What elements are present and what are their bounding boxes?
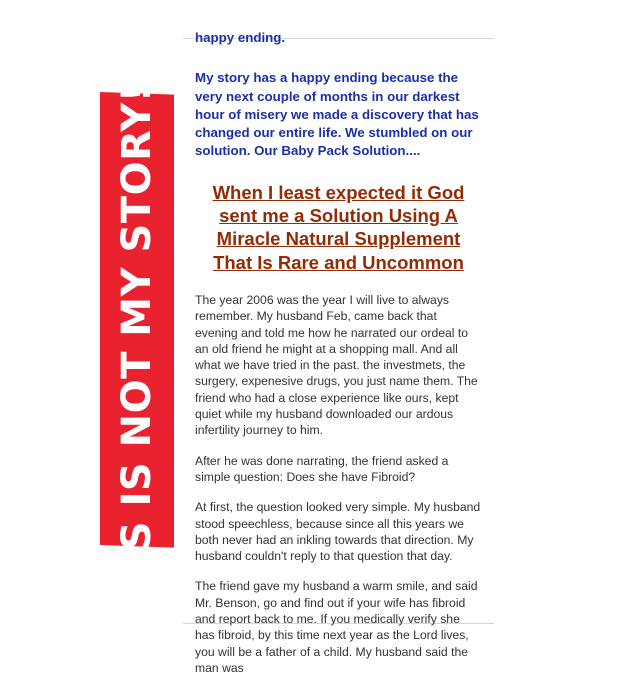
story-paragraph-2: After he was done narrating, the friend asked a simple question: Does she have Fibroid? xyxy=(195,453,449,484)
headline-link[interactable]: When I least expected it God sent me a Solution Using A Miracle Natural Supplement That Is Rare and Uncommon xyxy=(212,181,465,273)
story-paragraph-4: The friend gave my husband a warm smile, and said Mr. Benson, go and find out if your wife has fibroid and report back to me. If you medically verify she has fibroid, by this time next year as the Lord lives, you will be a father of a child. My husband said the man was xyxy=(195,579,478,675)
banner-text: THIS IS NOT MY STORY!!!!! xyxy=(114,8,160,628)
story-paragraph-1: The year 2006 was the year I will live to always remember. My husband Feb, came back that evening and told me how he narrated our ordeal to an old friend he might at a shopping mall. And all what we have tried in the past. the investmets, the surgery, expenesive drugs, you just name them. The friend who had a close experience like ours, kept quiet while my husband downloaded our ardous infertility journey to him. xyxy=(195,292,478,438)
story-paragraph-3: At first, the question looked very simple. My husband stood speechless, because since all this years we both never had an inkling towards that direction. My husband couldn't reply to that question that day. xyxy=(195,500,481,564)
cut-top-text: happy ending. xyxy=(195,30,286,45)
article-content xyxy=(183,30,494,675)
intro-paragraph: My story has a happy ending because the very next couple of months in our darkest hour of misery we made a discovery that has changed our entire life. We stumbled on our solution. Our Baby Pack Solution.... xyxy=(195,70,479,159)
